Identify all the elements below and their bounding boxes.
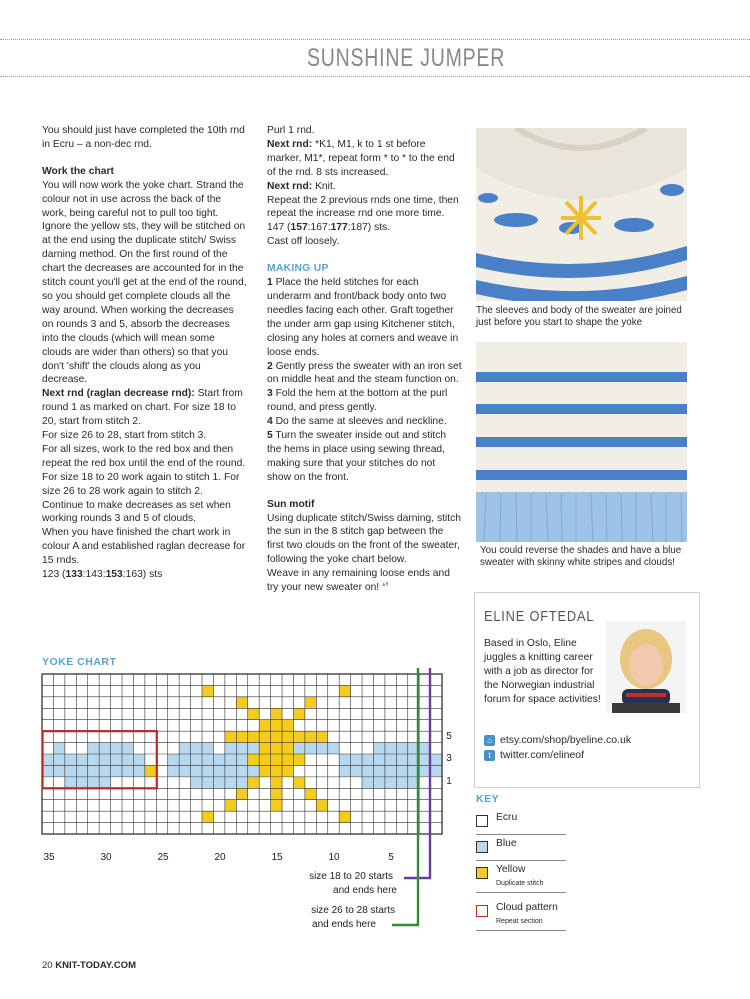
- chart-cell: [225, 765, 236, 776]
- chart-cell: [133, 765, 144, 776]
- chart-cell: [351, 765, 362, 776]
- key-label: Ecru: [496, 812, 518, 823]
- chart-cell: [282, 754, 293, 765]
- chart-cell: [179, 743, 190, 754]
- chart-cell: [271, 788, 282, 799]
- chart-cell: [88, 743, 99, 754]
- x-tick-label: 25: [157, 852, 169, 863]
- end-mark-icon: ❛❜: [382, 582, 389, 594]
- chart-cell: [202, 765, 213, 776]
- chart-cell: [236, 788, 247, 799]
- chart-cell: [202, 777, 213, 788]
- paragraph: Continue to make decreases as set when working rounds 3 and 5 of clouds.: [42, 499, 231, 525]
- caption-yoke: The sleeves and body of the sweater are joined just before you start to shape the yoke: [476, 305, 682, 328]
- chart-cell: [293, 708, 304, 719]
- size-26-28-label: size 26 to 28 starts: [311, 905, 395, 916]
- heading-making-up: MAKING UP: [267, 263, 329, 275]
- chart-cell: [202, 743, 213, 754]
- row-label: 1: [446, 776, 452, 787]
- chart-cell: [316, 800, 327, 811]
- chart-cell: [191, 743, 202, 754]
- chart-cell: [202, 754, 213, 765]
- chart-cell: [339, 765, 350, 776]
- chart-cell: [213, 754, 224, 765]
- chart-cell: [88, 765, 99, 776]
- bio-title: ELINE OFTEDAL: [484, 608, 595, 625]
- chart-cell: [88, 777, 99, 788]
- key-label: Yellow: [496, 864, 526, 875]
- chart-cell: [179, 754, 190, 765]
- chart-cell: [328, 743, 339, 754]
- chart-cell: [385, 743, 396, 754]
- chart-cell: [362, 777, 373, 788]
- chart-cell: [122, 743, 133, 754]
- chart-cell: [271, 720, 282, 731]
- chart-cell: [259, 743, 270, 754]
- chart-cell: [259, 720, 270, 731]
- chart-cell: [373, 754, 384, 765]
- twitter-icon: t: [484, 750, 495, 761]
- making-up-step: 1 Place the held stitches for each underarm and front/back body onto two needles facing each other. Graft together the under arm gap using Kitchener stitch, closing any holes at corners and weave in loose ends.: [267, 277, 459, 358]
- caption-reverse: You could reverse the shades and have a blue sweater with skinny white stripes and clouds!: [480, 545, 682, 568]
- chart-cell: [111, 765, 122, 776]
- chart-cell: [42, 754, 53, 765]
- chart-cell: [282, 743, 293, 754]
- chart-cell: [431, 765, 442, 776]
- chart-cell: [122, 765, 133, 776]
- chart-cell: [259, 731, 270, 742]
- chart-cell: [271, 731, 282, 742]
- chart-cell: [213, 777, 224, 788]
- chart-cell: [339, 811, 350, 822]
- paragraph: For all sizes, work to the red box and then repeat the red box until the end of the round. For size 18 to 20 work again to stitch 1. For size 26 to 28 work again to stitch 2.: [42, 443, 246, 497]
- chart-cell: [225, 743, 236, 754]
- chart-cell: [305, 743, 316, 754]
- chart-cell: [293, 777, 304, 788]
- paragraph: Cast off loosely.: [267, 236, 340, 248]
- chart-cell: [53, 743, 64, 754]
- chart-cell: [385, 777, 396, 788]
- chart-cell: [225, 731, 236, 742]
- size-18-20-label: size 18 to 20 starts: [309, 871, 393, 882]
- x-tick-label: 15: [271, 852, 283, 863]
- chart-cell: [202, 811, 213, 822]
- chart-cell: [316, 731, 327, 742]
- chart-cell: [259, 754, 270, 765]
- chart-cell: [225, 754, 236, 765]
- x-tick-label: 30: [100, 852, 112, 863]
- chart-cell: [53, 765, 64, 776]
- chart-title: YOKE CHART: [42, 656, 117, 668]
- making-up-step: 5 Turn the sweater inside out and stitch the hems in place using sewing thread, making sure that your stitches do not show on the front.: [267, 430, 447, 483]
- paragraph: Weave in any remaining loose ends and try your new sweater on! ❛❜: [267, 568, 450, 594]
- chart-cell: [225, 777, 236, 788]
- chart-cell: [373, 743, 384, 754]
- size-18-20-label: and ends here: [333, 885, 397, 896]
- chart-cell: [168, 765, 179, 776]
- chart-cell: [225, 800, 236, 811]
- chart-cell: [99, 743, 110, 754]
- chart-cell: [248, 754, 259, 765]
- chart-cell: [282, 720, 293, 731]
- bio-text: Based in Oslo, Eline juggles a knitting career with a job as director for the Norwegian industrial forum for space activities!: [484, 638, 601, 705]
- chart-cell: [111, 754, 122, 765]
- row-label: 5: [446, 731, 452, 742]
- chart-cell: [305, 731, 316, 742]
- chart-cell: [293, 731, 304, 742]
- chart-cell: [248, 731, 259, 742]
- key-label: Cloud pattern: [496, 902, 558, 913]
- stitch-count: 123 (133:143:153:163) sts: [42, 569, 163, 581]
- chart-cell: [133, 754, 144, 765]
- paragraph: Next rnd (raglan decrease rnd): Start from round 1 as marked on chart. For size 18 to 20, start from stitch 2.: [42, 388, 243, 428]
- heading-sun-motif: Sun motif: [267, 498, 315, 510]
- chart-cell: [168, 754, 179, 765]
- chart-cell: [259, 765, 270, 776]
- link-icon: ⌂: [484, 735, 495, 746]
- chart-cell: [373, 765, 384, 776]
- chart-cell: [99, 754, 110, 765]
- intro-text: You should just have completed the 10th rnd in Ecru – a non-dec rnd.: [42, 125, 245, 150]
- chart-cell: [271, 754, 282, 765]
- paragraph: When you have finished the chart work in colour A and established raglan decrease for 15 rnds.: [42, 527, 246, 567]
- chart-cell: [431, 754, 442, 765]
- chart-cell: [248, 765, 259, 776]
- chart-cell: [351, 754, 362, 765]
- heading-work-chart: Work the chart: [42, 165, 114, 177]
- label: Next rnd (raglan decrease rnd):: [42, 388, 195, 400]
- chart-cell: [396, 743, 407, 754]
- chart-cell: [76, 754, 87, 765]
- etsy-link[interactable]: ⌂ etsy.com/shop/byeline.co.uk: [484, 734, 631, 746]
- chart-cell: [236, 697, 247, 708]
- making-up-step: 3 Fold the hem at the bottom at the purl round, and press gently.: [267, 388, 448, 414]
- chart-cell: [179, 765, 190, 776]
- x-tick-label: 10: [328, 852, 340, 863]
- purl-text: Purl 1 rnd.: [267, 125, 315, 136]
- chart-cell: [65, 777, 76, 788]
- chart-cell: [248, 777, 259, 788]
- twitter-link[interactable]: t twitter.com/elineof: [484, 749, 584, 761]
- x-tick-label: 35: [43, 852, 55, 863]
- chart-cell: [248, 708, 259, 719]
- row-label: 3: [446, 753, 452, 764]
- paragraph: Ignore the yellow sts, they will be stitched on at the end using the duplicate stitch/ Swiss darning method. On the first round of the chart the decreases are accounted for in the stitch count you'll get at the end of the round, so you should get complete clouds all the way around. When working the decreases on rounds 3 and 5, absorb the decreases into the clouds (which will mean some clouds are wider than others) so that you don't 'shift' the clouds along as you decrease.: [42, 221, 247, 386]
- chart-cell: [76, 777, 87, 788]
- chart-cell: [293, 743, 304, 754]
- chart-cell: [396, 765, 407, 776]
- chart-cell: [236, 731, 247, 742]
- chart-cell: [396, 777, 407, 788]
- chart-cell: [373, 777, 384, 788]
- chart-cell: [99, 765, 110, 776]
- chart-cell: [271, 800, 282, 811]
- paragraph: Next rnd: *K1, M1, k to 1 st before marker, M1*, repeat form * to * to the end of the rnd. 8 sts increased.: [267, 138, 455, 178]
- chart-cell: [42, 765, 53, 776]
- chart-cell: [191, 754, 202, 765]
- chart-cell: [305, 697, 316, 708]
- chart-cell: [362, 754, 373, 765]
- chart-cell: [99, 777, 110, 788]
- x-tick-label: 20: [214, 852, 226, 863]
- chart-cell: [396, 754, 407, 765]
- chart-cell: [305, 788, 316, 799]
- chart-cell: [316, 743, 327, 754]
- chart-cell: [65, 765, 76, 776]
- chart-cell: [236, 765, 247, 776]
- chart-cell: [65, 754, 76, 765]
- chart-cell: [111, 743, 122, 754]
- chart-cell: [202, 685, 213, 696]
- chart-cell: [236, 754, 247, 765]
- page-title: SUNSHINE JUMPER: [307, 44, 506, 72]
- chart-cell: [271, 777, 282, 788]
- key-label: Blue: [496, 838, 517, 849]
- chart-cell: [282, 731, 293, 742]
- chart-cell: [191, 765, 202, 776]
- chart-cell: [236, 743, 247, 754]
- key-sublabel: Duplicate stitch: [496, 880, 544, 887]
- chart-cell: [339, 685, 350, 696]
- chart-cell: [76, 765, 87, 776]
- key-sublabel: Repeat section: [496, 918, 543, 925]
- chart-cell: [385, 754, 396, 765]
- chart-cell: [271, 765, 282, 776]
- chart-cell: [236, 777, 247, 788]
- paragraph: Repeat the 2 previous rnds one time, then repeat the increase rnd one more time. 147 (157:167:177:187) sts.: [267, 194, 459, 234]
- chart-cell: [213, 765, 224, 776]
- paragraph: Next rnd: Knit.: [267, 180, 336, 192]
- chart-cell: [271, 743, 282, 754]
- size-26-28-label: and ends here: [312, 919, 376, 930]
- paragraph: You will now work the yoke chart. Strand the colour not in use across the back of the work, being careful not to pull too tight.: [42, 179, 244, 219]
- making-up-step: 2 Gently press the sweater with an iron set on middle heat and the steam function on.: [267, 360, 462, 386]
- making-up-step: 4 Do the same at sleeves and neckline.: [267, 416, 447, 428]
- chart-cell: [191, 777, 202, 788]
- chart-cell: [362, 765, 373, 776]
- x-tick-label: 5: [388, 852, 394, 863]
- chart-cell: [122, 754, 133, 765]
- paragraph: Using duplicate stitch/Swiss darning, stitch the sun in the 8 stitch gap between the first two clouds on the front of the sweater, following the yoke chart below.: [267, 512, 462, 566]
- paragraph: For size 26 to 28, start from stitch 3.: [42, 430, 207, 442]
- footer: 20 KNIT-TODAY.COM: [42, 960, 136, 971]
- chart-cell: [88, 754, 99, 765]
- chart-cell: [385, 765, 396, 776]
- chart-cell: [53, 754, 64, 765]
- chart-cell: [248, 743, 259, 754]
- chart-cell: [339, 754, 350, 765]
- chart-cell: [282, 765, 293, 776]
- chart-cell: [145, 765, 156, 776]
- chart-cell: [271, 708, 282, 719]
- chart-cell: [293, 754, 304, 765]
- key-title: KEY: [476, 793, 500, 805]
